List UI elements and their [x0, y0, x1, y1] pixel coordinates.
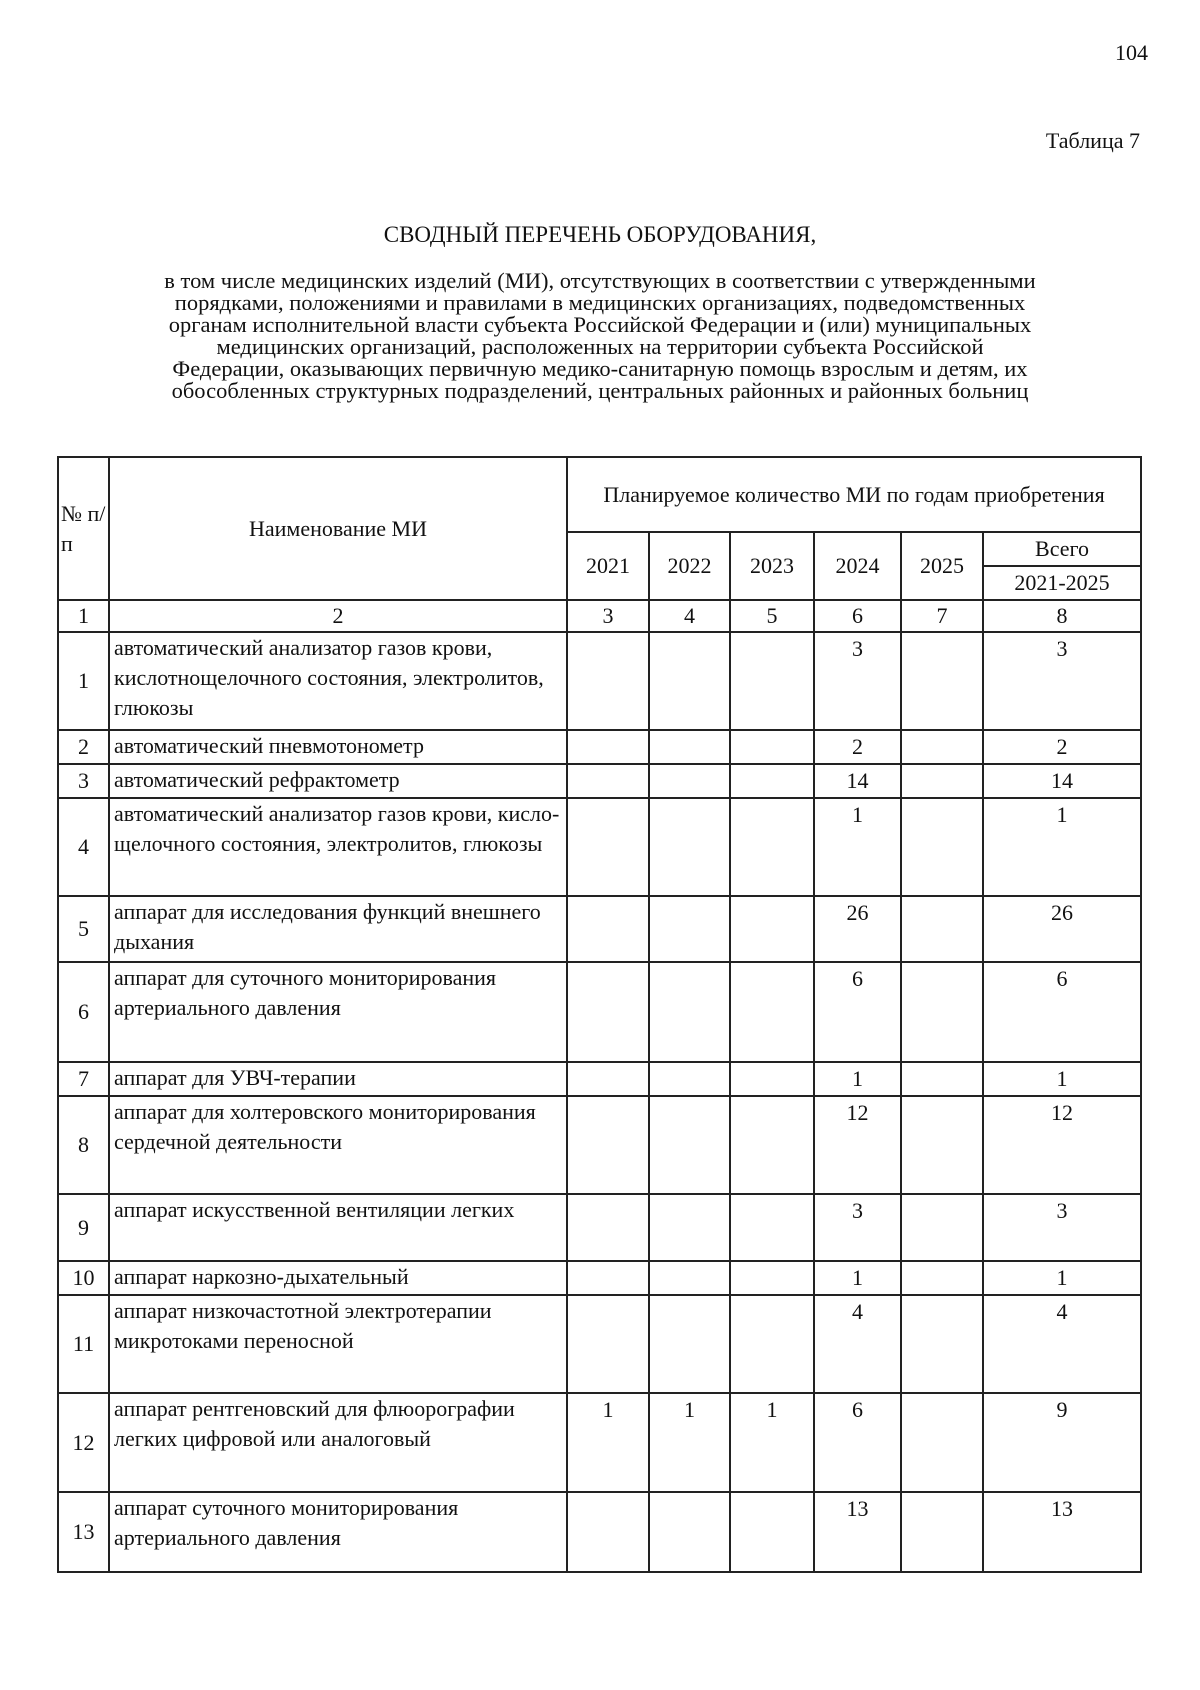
year-value — [649, 1492, 730, 1572]
header-year: 2024 — [814, 532, 901, 600]
year-value: 3 — [814, 632, 901, 730]
row-number: 3 — [58, 764, 109, 798]
year-value — [901, 632, 983, 730]
year-value — [730, 764, 814, 798]
year-value — [567, 962, 649, 1062]
total-value: 12 — [983, 1096, 1141, 1194]
total-value: 1 — [983, 1062, 1141, 1096]
year-value — [730, 896, 814, 962]
table-row — [58, 1194, 1141, 1261]
year-value: 13 — [814, 1492, 901, 1572]
table-row — [58, 1393, 1141, 1492]
header-number: № п/п — [58, 457, 109, 600]
year-value: 14 — [814, 764, 901, 798]
row-number: 1 — [58, 632, 109, 730]
total-value: 1 — [983, 1261, 1141, 1295]
year-value: 1 — [814, 1261, 901, 1295]
row-number: 13 — [58, 1492, 109, 1572]
table-row — [58, 1261, 1141, 1295]
year-value — [730, 1261, 814, 1295]
year-value — [901, 1295, 983, 1393]
year-value — [649, 896, 730, 962]
year-value: 1 — [814, 798, 901, 896]
header-year: 2021 — [567, 532, 649, 600]
header-planned: Планируемое количество МИ по годам приобретения — [567, 457, 1141, 532]
year-value — [649, 1261, 730, 1295]
year-value — [649, 1295, 730, 1393]
column-number: 1 — [58, 600, 109, 632]
column-number: 8 — [983, 600, 1141, 632]
item-name: автоматический пневмотонометр — [109, 730, 567, 764]
table-row — [58, 1492, 1141, 1572]
year-value — [567, 1295, 649, 1393]
year-value — [730, 798, 814, 896]
year-value — [901, 730, 983, 764]
header-name: Наименование МИ — [109, 457, 567, 600]
item-name: автоматический анализатор газов крови, кислотнощелочного состояния, электролитов, глюкозы — [109, 632, 567, 730]
year-value — [649, 1062, 730, 1096]
column-number: 6 — [814, 600, 901, 632]
year-value: 4 — [814, 1295, 901, 1393]
year-value — [901, 962, 983, 1062]
subtitle-line: медицинских организаций, расположенных на территории субъекта Российской — [216, 334, 984, 359]
subtitle-line: органам исполнительной власти субъекта Российской Федерации и (или) муниципальных — [168, 312, 1032, 337]
total-value: 2 — [983, 730, 1141, 764]
header-year: 2022 — [649, 532, 730, 600]
table-row — [58, 1062, 1141, 1096]
item-name: аппарат для холтеровского мониторирования сердечной деятельности — [109, 1096, 567, 1194]
item-name: аппарат для исследования функций внешнего дыхания — [109, 896, 567, 962]
column-number: 5 — [730, 600, 814, 632]
year-value — [901, 1492, 983, 1572]
table-label: Таблица 7 — [1045, 128, 1140, 153]
year-value — [567, 1492, 649, 1572]
row-number: 9 — [58, 1194, 109, 1261]
year-value — [649, 632, 730, 730]
year-value: 26 — [814, 896, 901, 962]
total-value: 3 — [983, 1194, 1141, 1261]
total-value: 3 — [983, 632, 1141, 730]
table-row — [58, 962, 1141, 1062]
year-value: 1 — [730, 1393, 814, 1492]
year-value — [649, 798, 730, 896]
item-name: автоматический анализатор газов крови, кисло-щелочного состояния, электролитов, глюкозы — [109, 798, 567, 896]
subtitle-line: обособленных структурных подразделений, центральных районных и районных больниц — [171, 378, 1029, 403]
table-row — [58, 1096, 1141, 1194]
year-value — [901, 1261, 983, 1295]
subtitle-line: в том числе медицинских изделий (МИ), отсутствующих в соответствии с утвержденными — [164, 268, 1036, 293]
subtitle-line: Федерации, оказывающих первичную медико-санитарную помощь взрослым и детям, их — [172, 356, 1028, 381]
year-value: 6 — [814, 962, 901, 1062]
row-number: 10 — [58, 1261, 109, 1295]
year-value — [567, 1194, 649, 1261]
year-value — [730, 632, 814, 730]
year-value — [901, 896, 983, 962]
row-number: 12 — [58, 1393, 109, 1492]
year-value — [649, 730, 730, 764]
item-name: аппарат суточного мониторирования артериального давления — [109, 1492, 567, 1572]
year-value — [649, 764, 730, 798]
document-title: СВОДНЫЙ ПЕРЕЧЕНЬ ОБОРУДОВАНИЯ, — [383, 222, 817, 247]
row-number: 2 — [58, 730, 109, 764]
year-value — [649, 962, 730, 1062]
document-subtitle — [60, 270, 1140, 402]
year-value — [901, 1096, 983, 1194]
column-number: 2 — [109, 600, 567, 632]
year-value — [730, 730, 814, 764]
year-value — [730, 1096, 814, 1194]
table-row — [58, 798, 1141, 896]
year-value — [649, 1194, 730, 1261]
year-value: 2 — [814, 730, 901, 764]
item-name: аппарат низкочастотной электротерапии микротоками переносной — [109, 1295, 567, 1393]
table-row — [58, 730, 1141, 764]
item-name: автоматический рефрактометр — [109, 764, 567, 798]
year-value — [730, 1062, 814, 1096]
year-value — [730, 1295, 814, 1393]
year-value — [901, 1194, 983, 1261]
year-value — [901, 764, 983, 798]
column-number: 7 — [901, 600, 983, 632]
year-value: 1 — [649, 1393, 730, 1492]
total-value: 9 — [983, 1393, 1141, 1492]
row-number: 7 — [58, 1062, 109, 1096]
year-value: 1 — [567, 1393, 649, 1492]
year-value — [567, 798, 649, 896]
year-value — [730, 962, 814, 1062]
row-number: 8 — [58, 1096, 109, 1194]
table-row — [58, 632, 1141, 730]
year-value — [901, 798, 983, 896]
item-name: аппарат искусственной вентиляции легких — [109, 1194, 567, 1261]
item-name: аппарат для УВЧ-терапии — [109, 1062, 567, 1096]
row-number: 5 — [58, 896, 109, 962]
item-name: аппарат рентгеновский для флюорографии легких цифровой или аналоговый — [109, 1393, 567, 1492]
total-value: 13 — [983, 1492, 1141, 1572]
year-value — [901, 1062, 983, 1096]
column-number: 4 — [649, 600, 730, 632]
year-value: 1 — [814, 1062, 901, 1096]
year-value: 3 — [814, 1194, 901, 1261]
column-number: 3 — [567, 600, 649, 632]
year-value — [567, 632, 649, 730]
header-year: 2023 — [730, 532, 814, 600]
year-value — [567, 764, 649, 798]
year-value — [567, 730, 649, 764]
year-value — [567, 896, 649, 962]
subtitle-line: порядками, положениями и правилами в медицинских организациях, подведомственных — [174, 290, 1026, 315]
item-name: аппарат для суточного мониторирования артериального давления — [109, 962, 567, 1062]
page-number: 104 — [1115, 40, 1148, 65]
total-value: 4 — [983, 1295, 1141, 1393]
table-row — [58, 896, 1141, 962]
total-value: 6 — [983, 962, 1141, 1062]
row-number: 11 — [58, 1295, 109, 1393]
total-value: 1 — [983, 798, 1141, 896]
header-total-range: 2021-2025 — [983, 566, 1141, 600]
year-value: 6 — [814, 1393, 901, 1492]
year-value — [730, 1194, 814, 1261]
table-row — [58, 1295, 1141, 1393]
header-total: Всего — [983, 532, 1141, 566]
year-value — [567, 1062, 649, 1096]
row-number: 6 — [58, 962, 109, 1062]
table-row — [58, 764, 1141, 798]
year-value — [649, 1096, 730, 1194]
year-value — [901, 1393, 983, 1492]
header-year: 2025 — [901, 532, 983, 600]
item-name: аппарат наркозно-дыхательный — [109, 1261, 567, 1295]
equipment-table — [57, 456, 1142, 1573]
year-value — [730, 1492, 814, 1572]
year-value: 12 — [814, 1096, 901, 1194]
total-value: 14 — [983, 764, 1141, 798]
year-value — [567, 1261, 649, 1295]
year-value — [567, 1096, 649, 1194]
total-value: 26 — [983, 896, 1141, 962]
row-number: 4 — [58, 798, 109, 896]
